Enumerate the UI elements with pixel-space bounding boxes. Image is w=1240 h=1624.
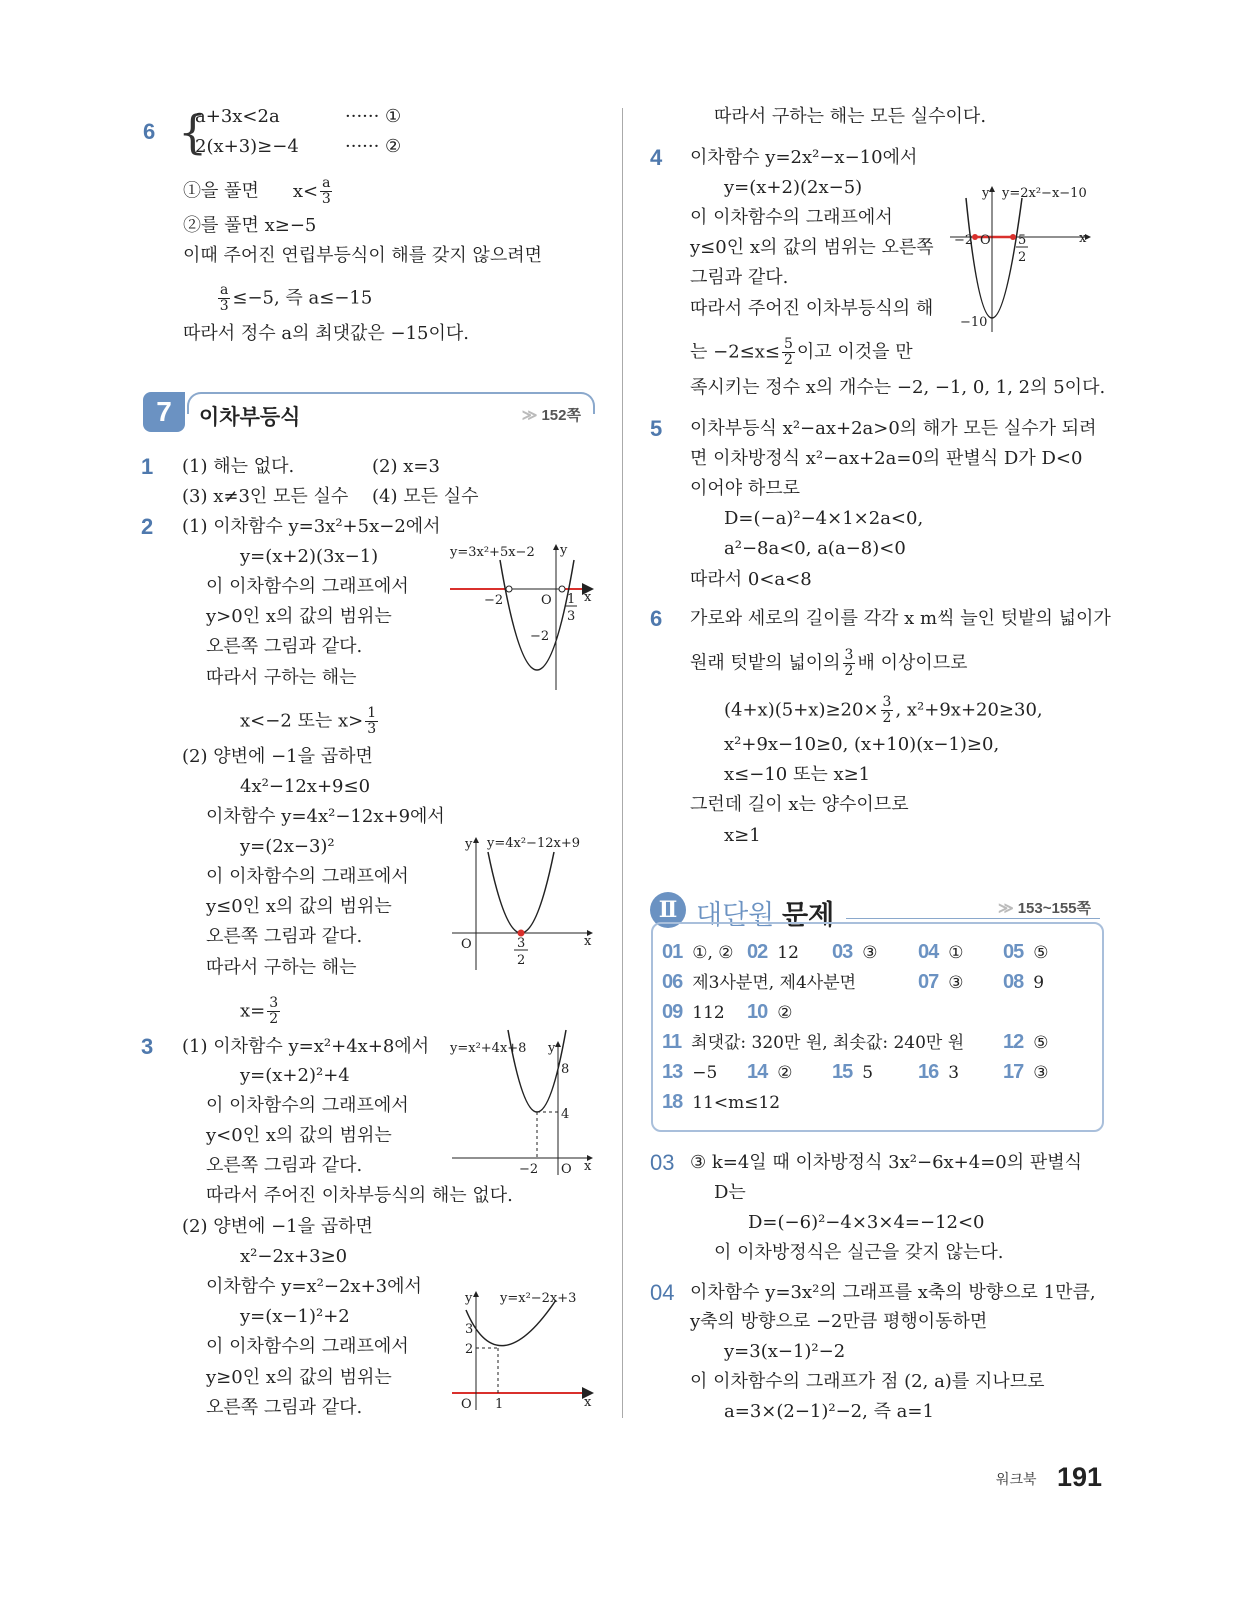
text-line: 이 이차함수의 그래프에서 — [206, 1336, 409, 1357]
text-line: y≥0인 x의 값의 범위는 — [206, 1367, 392, 1388]
answer-item: 06 제3사분면, 제4사분면 — [662, 971, 857, 993]
answer-item: 08 9 — [1003, 971, 1045, 993]
text-line: x²+9x−10≥0, (x+10)(x−1)≥0, — [724, 734, 1000, 755]
text-line: D=(−a)²−4×1×2a<0, — [724, 508, 924, 529]
text-line: y축의 방향으로 −2만큼 평행이동하면 — [690, 1311, 988, 1332]
chevron-icon: ≫ — [998, 900, 1014, 917]
answer-item: 11 최댓값: 320만 원, 최솟값: 240만 원 — [662, 1031, 965, 1053]
graph-label: y — [982, 186, 990, 201]
answer-item: 15 5 — [832, 1061, 874, 1083]
graph-label: O — [541, 593, 552, 608]
text-line: 따라서 0<a<8 — [690, 569, 812, 590]
text-line: (2) 양변에 −1을 곱하면 — [182, 746, 373, 767]
section-rule — [846, 918, 1100, 919]
problem-number: 6 — [143, 119, 156, 144]
text-line: x≤−10 또는 x≥1 — [724, 764, 871, 785]
graph-label: −2 — [954, 233, 974, 248]
graph-label: −2 — [519, 1162, 539, 1177]
graph-label: 1 — [567, 592, 576, 607]
graph-label: 3 — [465, 1322, 474, 1337]
text-line: y<0인 x의 값의 범위는 — [206, 1125, 392, 1146]
text-line: $\frac{a}{3}$ ≤−5, 즉 a≤−15 — [219, 282, 373, 314]
answer-item: 14 ② — [747, 1061, 793, 1083]
page-number: 191 — [1057, 1462, 1103, 1492]
text-line: 오른쪽 그림과 같다. — [206, 636, 363, 657]
text-line: y≤0인 x의 값의 범위는 — [206, 896, 392, 917]
text-line: (4+x)(5+x)≥20× $\frac{3}{2}$ , x²+9x+20≥30, — [724, 694, 1043, 726]
text-line: 이어야 하므로 — [690, 478, 801, 499]
text-line: 따라서 구하는 해는 — [206, 957, 357, 978]
text-line: 원래 텃밭의 넓이의 $\frac{3}{2}$ 배 이상이므로 — [690, 647, 968, 679]
graph-label: 3 — [567, 609, 576, 624]
answer-item: 04 ① — [918, 941, 964, 963]
text-line: y=(x+2)²+4 — [240, 1065, 350, 1086]
text-line: 가로와 세로의 길이를 각각 x m씩 늘인 텃밭의 넓이가 — [690, 608, 1111, 629]
eq-line: a+3x<2a — [195, 106, 280, 127]
text-line: 이차함수 y=2x²−x−10에서 — [690, 147, 918, 168]
graph-q2-1 — [449, 543, 592, 690]
text-line: 이차부등식 x²−ax+2a>0의 해가 모든 실수가 되려 — [690, 418, 1097, 439]
graph-q2-2 — [452, 836, 592, 970]
graph-label: 1 — [495, 1397, 504, 1412]
text-line: y=(x+2)(3x−1) — [240, 546, 379, 567]
graph-label: O — [461, 937, 472, 952]
graph-label: 2 — [1018, 250, 1027, 265]
graph-label: x — [584, 934, 592, 949]
graph-label: y=x²+4x+8 — [450, 1041, 527, 1056]
answer-item: 03 ③ — [832, 941, 878, 963]
graph-label: x — [584, 1395, 592, 1410]
text-line: 오른쪽 그림과 같다. — [206, 926, 363, 947]
answer-item: 02 12 — [747, 941, 799, 963]
graph-label: x — [584, 590, 592, 605]
graph-q3-1 — [449, 1030, 592, 1177]
graph-label: −2 — [484, 593, 504, 608]
graph-label: x — [584, 1159, 592, 1174]
graph-label: 3 — [517, 936, 526, 951]
text-line: 이 이차함수의 그래프에서 — [690, 207, 893, 228]
text-line: y>0인 x의 값의 범위는 — [206, 606, 392, 627]
graph-label: y — [560, 543, 568, 558]
text-line: (1) 이차함수 y=3x²+5x−2에서 — [182, 516, 441, 537]
graph-label: O — [461, 1397, 472, 1412]
text-line: 이 이차함수의 그래프가 점 (2, a)를 지나므로 — [690, 1371, 1045, 1392]
problem-number: 5 — [650, 416, 663, 441]
answer-item: 09 112 — [662, 1001, 725, 1023]
text-line: x<−2 또는 x> $\frac{1}{3}$ — [240, 705, 377, 737]
graph-label: −10 — [960, 315, 988, 330]
text-line: 는 −2≤x≤ $\frac{5}{2}$ 이고 이것을 만 — [690, 336, 913, 368]
answer-item: 07 ③ — [918, 971, 964, 993]
answer-item: 17 ③ — [1003, 1061, 1049, 1083]
text-line: 따라서 정수 a의 최댓값은 −15이다. — [183, 323, 469, 344]
answer-item: 18 11<m≤12 — [662, 1091, 781, 1113]
graph-label: O — [561, 1162, 572, 1177]
answer-item: 01 ①, ② — [662, 941, 734, 963]
text-line: 따라서 주어진 이차부등식의 해는 없다. — [206, 1185, 513, 1206]
text-line: y=3(x−1)²−2 — [724, 1341, 846, 1362]
text-line: 따라서 주어진 이차부등식의 해 — [690, 298, 934, 319]
eq-mark: ······ ① — [345, 106, 402, 127]
text-line: ③ k=4일 때 이차방정식 3x²−6x+4=0의 판별식 — [690, 1152, 1083, 1173]
text-line: y≤0인 x의 값의 범위는 오른쪽 — [690, 237, 934, 258]
graph-label: −2 — [530, 629, 550, 644]
text-line: 면 이차방정식 x²−ax+2a=0의 판별식 D가 D<0 — [690, 448, 1083, 469]
graph-label: y=3x²+5x−2 — [450, 545, 535, 560]
text-line: 족시키는 정수 x의 개수는 −2, −1, 0, 1, 2의 5이다. — [690, 377, 1106, 398]
graph-label: x — [1079, 231, 1087, 246]
footer-book: 워크북 — [996, 1471, 1037, 1487]
problem-number: 03 — [650, 1150, 675, 1175]
text-line: 이차함수 y=4x²−12x+9에서 — [206, 806, 445, 827]
graph-label: 4 — [561, 1107, 570, 1122]
text-line: (2) x=3 — [372, 456, 440, 477]
text-line: 이때 주어진 연립부등식이 해를 갖지 않으려면 — [183, 245, 542, 266]
text-line: y=(2x−3)² — [240, 836, 335, 857]
section-badge: Ⅱ — [650, 892, 686, 928]
section-badge: 7 — [143, 392, 185, 432]
text-line: a²−8a<0, a(a−8)<0 — [724, 538, 906, 559]
problem-number: 04 — [650, 1280, 675, 1305]
graph-q3-2 — [452, 1291, 592, 1412]
page-reference: ≫ 153~155쪽 — [998, 900, 1092, 917]
eq-line: 2(x+3)≥−4 — [195, 136, 299, 157]
text-line: D는 — [714, 1182, 746, 1203]
answer-item: 13 −5 — [662, 1061, 718, 1083]
text-line: ①을 풀면 x< $\frac{a}{3}$ — [183, 175, 331, 207]
page-reference: ≫ 152쪽 — [521, 407, 581, 424]
text-line: D=(−6)²−4×3×4=−12<0 — [748, 1212, 985, 1233]
answer-item: 12 ⑤ — [1003, 1031, 1049, 1053]
text-line: (1) 해는 없다. — [182, 456, 295, 477]
graph-q4 — [950, 186, 1090, 332]
text-line: (1) 이차함수 y=x²+4x+8에서 — [182, 1036, 430, 1057]
graph-label: y=4x²−12x+9 — [487, 836, 580, 851]
text-line: 4x²−12x+9≤0 — [240, 776, 371, 797]
graph-label: 2 — [465, 1342, 474, 1357]
text-line: x= $\frac{3}{2}$ — [240, 995, 279, 1027]
text-line: a=3×(2−1)²−2, 즉 a=1 — [724, 1401, 934, 1422]
text-line: 이차함수 y=x²−2x+3에서 — [206, 1276, 422, 1297]
text-line: x≥1 — [724, 825, 761, 846]
text-line: 이차함수 y=3x²의 그래프를 x축의 방향으로 1만큼, — [690, 1282, 1096, 1303]
text-line: 이 이차방정식은 실근을 갖지 않는다. — [714, 1242, 1004, 1263]
text-line: 따라서 구하는 해는 — [206, 667, 357, 688]
problem-number: 6 — [650, 606, 663, 631]
graph-label: y — [465, 1291, 473, 1306]
graph-label: y — [548, 1041, 556, 1056]
section-title: 이차부등식 — [199, 406, 301, 429]
text-line: (4) 모든 실수 — [372, 486, 479, 507]
graph-label: 8 — [561, 1062, 570, 1077]
section-title-b: 문제 — [782, 900, 835, 930]
text-line: (2) 양변에 −1을 곱하면 — [182, 1216, 373, 1237]
brace: { — [178, 105, 208, 159]
section-title-a: 대단원 — [696, 900, 775, 930]
text-line: 따라서 구하는 해는 모든 실수이다. — [714, 106, 987, 127]
answer-item: 10 ② — [747, 1001, 793, 1023]
problem-number: 4 — [650, 145, 663, 170]
graph-label: y=2x²−x−10 — [1002, 186, 1087, 201]
problem-number: 1 — [141, 454, 154, 479]
text-line: 오른쪽 그림과 같다. — [206, 1397, 363, 1418]
text-line: 이 이차함수의 그래프에서 — [206, 576, 409, 597]
graph-label: 2 — [517, 953, 526, 968]
text-line: 이 이차함수의 그래프에서 — [206, 866, 409, 887]
text-line: (3) x≠3인 모든 실수 — [182, 486, 349, 507]
chevron-icon: ≫ — [521, 407, 538, 424]
problem-number: 3 — [141, 1034, 154, 1059]
text-line: 오른쪽 그림과 같다. — [206, 1155, 363, 1176]
graph-label: y=x²−2x+3 — [500, 1291, 577, 1306]
text-line: 그림과 같다. — [690, 267, 789, 288]
problem-number: 2 — [141, 514, 154, 539]
graph-label: O — [980, 233, 991, 248]
text-line: 이 이차함수의 그래프에서 — [206, 1095, 409, 1116]
text-line: y=(x−1)²+2 — [240, 1306, 350, 1327]
text-line: ②를 풀면 x≥−5 — [183, 215, 317, 236]
text-line: y=(x+2)(2x−5) — [724, 177, 863, 198]
answer-item: 05 ⑤ — [1003, 941, 1049, 963]
text-line: x²−2x+3≥0 — [240, 1246, 348, 1267]
graph-label: y — [465, 837, 473, 852]
eq-mark: ······ ② — [345, 136, 402, 157]
graph-label: 5 — [1018, 233, 1027, 248]
answer-item: 16 3 — [918, 1061, 960, 1083]
text-line: 그런데 길이 x는 양수이므로 — [690, 794, 909, 815]
